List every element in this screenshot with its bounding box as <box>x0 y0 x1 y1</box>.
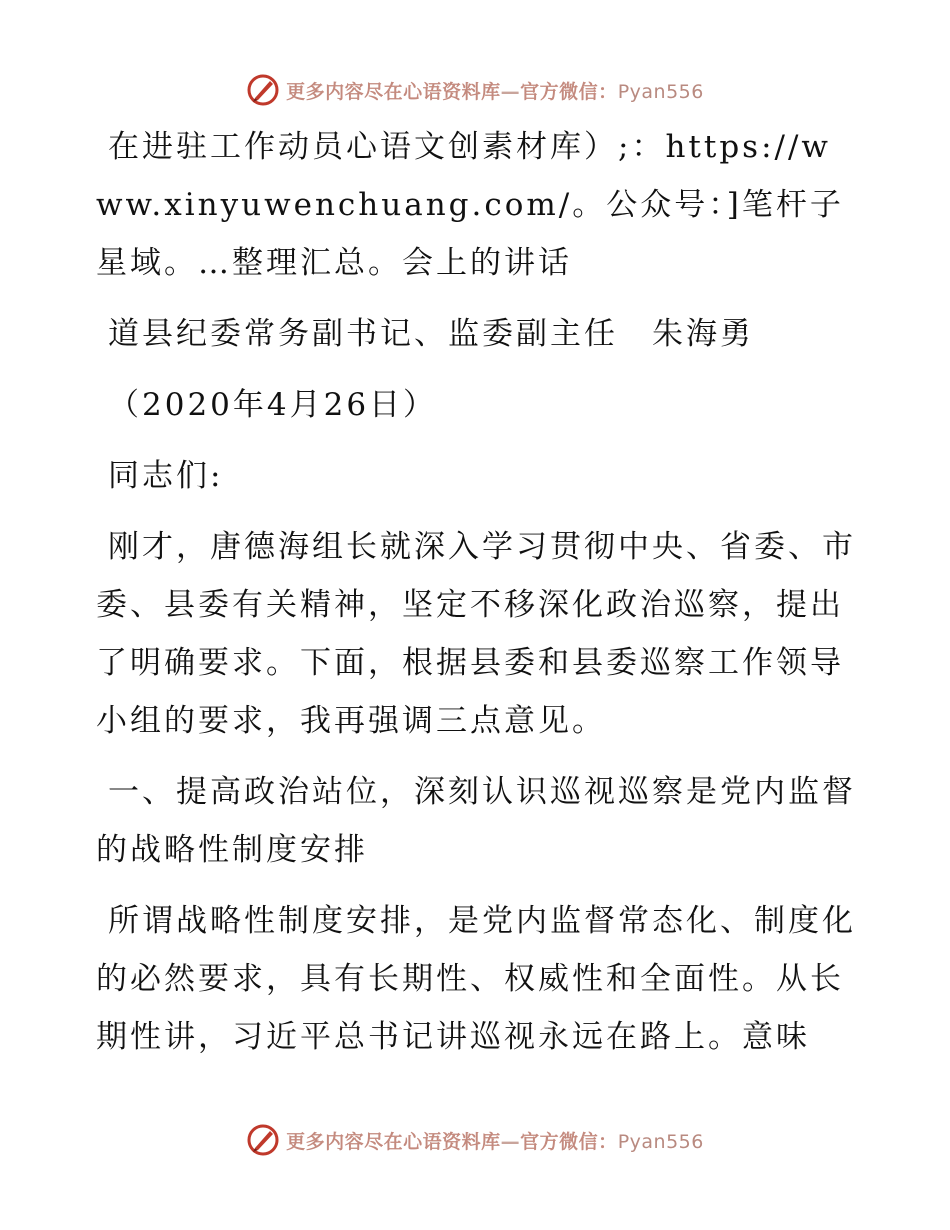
footer-watermark <box>0 1120 950 1160</box>
pen-logo-icon <box>246 73 280 107</box>
document-body <box>96 118 856 1066</box>
body-paragraph-1: 刚才，唐德海组长就深入学习贯彻中央、省委、市委、县委有关精神，坚定不移深化政治巡察，提出了明确要求。下面，根据县委和县委巡察工作领导小组的要求，我再强调三点意见。 <box>96 529 856 739</box>
watermark-text: 更多内容尽在心语资料库—官方微信：Pyan556 <box>286 80 704 103</box>
pen-logo-icon <box>246 1123 280 1157</box>
speaker-line: 道县纪委常务副书记、监委副主任 朱海勇 <box>108 316 754 352</box>
section-heading-1: 一、提高政治站位，深刻认识巡视巡察是党内监督的战略性制度安排 <box>96 774 856 868</box>
watermark-text: 更多内容尽在心语资料库—官方微信：Pyan556 <box>286 1130 704 1153</box>
date-line: （2020年4月26日） <box>108 387 438 423</box>
intro-paragraph: 在进驻工作动员心语文创素材库）;：https://www.xinyuwenchuang.com/。公众号：]笔杆子星域。…整理汇总。会上的讲话 <box>96 129 844 281</box>
body-paragraph-2: 所谓战略性制度安排，是党内监督常态化、制度化的必然要求，具有长期性、权威性和全面性。从长期性讲，习近平总书记讲巡视永远在路上。意味 <box>96 903 856 1055</box>
header-watermark <box>0 70 950 110</box>
salutation: 同志们: <box>108 458 224 494</box>
